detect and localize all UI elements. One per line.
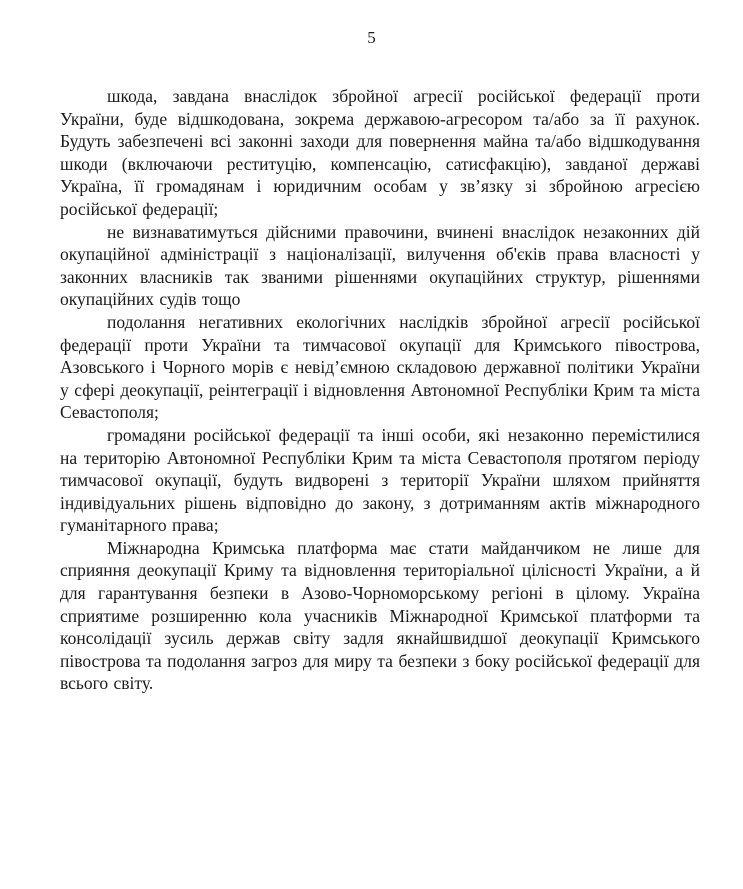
paragraph-crimea-platform: Міжнародна Кримська платформа має стати майданчиком не лише для сприяння деокупації Криму та відновлення територіальної цілісності України, а й для гарантування безпеки в Азово-Чорноморському регіоні в цілому. Україна сприятиме розширенню кола учасників Міжнародної Кримської платформи та консолідації зусиль держав світу задля якнайшвидшої деокупації Кримського півострова та подолання загроз для миру та безпеки з боку російської федерації для всього світу.	[60, 537, 700, 694]
paragraph-damages-compensation: шкода, завдана внаслідок збройної агресії російської федерації проти України, буде відшкодована, зокрема державою-агресором та/або за її рахунок. Будуть забезпечені всі законні заходи для повернення майна та/або відшкодування шкоди (включаючи реституцію, компенсацію, сатисфакцію), завданої державі Україна, її громадянам і юридичним особам у зв’язку зі збройною агресією російської федерації;	[60, 86, 700, 219]
paragraph-ecological-consequences: подолання негативних екологічних наслідків збройної агресії російської федерації проти України та тимчасової окупації для Кримського півострова, Азовського і Чорного морів є невід’ємною складовою державної політики України у сфері деокупації, реінтеграції і відновлення Автономної Республіки Крим та міста Севастополя;	[60, 311, 700, 423]
paragraph-invalid-transactions: не визнаватимуться дійсними правочини, вчинені внаслідок незаконних дій окупаційної адміністрації з націоналізації, вилучення об'єків права власності у законних власників так званими рішеннями окупаційних структур, рішеннями окупаційних судів тощо	[60, 221, 700, 310]
document-body	[60, 85, 700, 695]
paragraph-expulsion-of-citizens: громадяни російської федерації та інші особи, які незаконно перемістилися на територію Автономної Республіки Крим та міста Севастополя протягом періоду тимчасової окупації, будуть видворені з території України шляхом прийняття індивідуальних рішень відповідно до закону, з дотриманням актів міжнародного гуманітарного права;	[60, 424, 700, 536]
page-number: 5	[367, 28, 376, 47]
